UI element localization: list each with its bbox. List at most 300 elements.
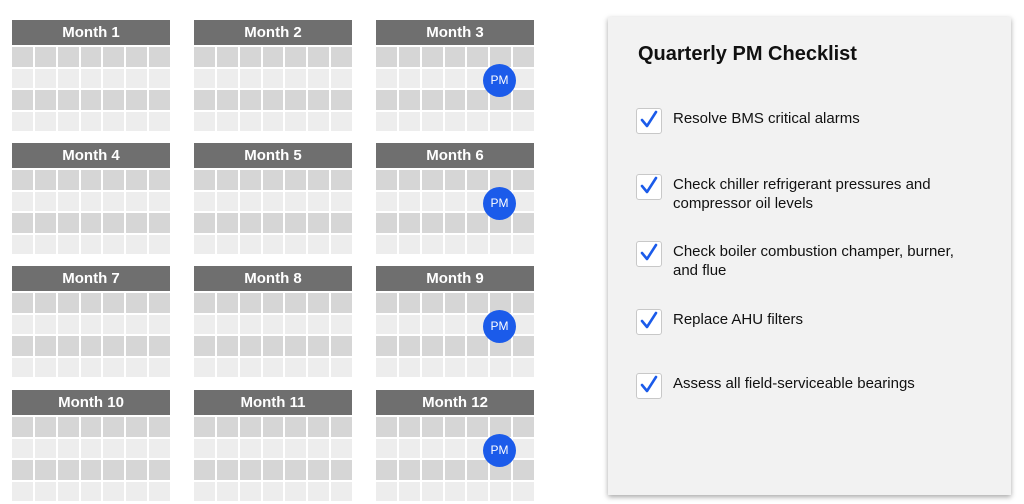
day-cell <box>422 417 443 437</box>
day-cell <box>308 460 329 480</box>
day-cell <box>513 170 534 190</box>
month-9 <box>376 266 534 377</box>
day-cell <box>308 482 329 502</box>
day-cell <box>194 235 215 255</box>
day-cell <box>194 358 215 378</box>
day-cell <box>126 69 147 89</box>
day-cell <box>81 235 102 255</box>
day-cell <box>58 213 79 233</box>
checkbox[interactable] <box>636 241 662 267</box>
day-cell <box>445 69 466 89</box>
pm-badge: PM <box>483 187 516 220</box>
day-cell <box>376 213 397 233</box>
day-cell <box>308 293 329 313</box>
day-cell <box>149 213 170 233</box>
day-cell <box>399 47 420 67</box>
day-cell <box>285 192 306 212</box>
day-cell <box>331 358 352 378</box>
checkbox[interactable] <box>636 108 662 134</box>
day-cell <box>490 358 511 378</box>
day-cell <box>422 315 443 335</box>
day-cell <box>467 417 488 437</box>
day-cell <box>263 213 284 233</box>
day-cell <box>308 69 329 89</box>
day-cell <box>194 336 215 356</box>
day-cell <box>194 315 215 335</box>
day-cell <box>217 170 238 190</box>
day-cell <box>308 439 329 459</box>
day-cell <box>126 439 147 459</box>
day-cell <box>263 112 284 132</box>
day-cell <box>285 213 306 233</box>
day-cell <box>513 460 534 480</box>
day-cell <box>35 69 56 89</box>
day-cell <box>35 417 56 437</box>
pm-badge: PM <box>483 310 516 343</box>
day-cell <box>308 90 329 110</box>
day-cell <box>422 47 443 67</box>
day-cell <box>285 417 306 437</box>
day-cell <box>126 47 147 67</box>
day-cell <box>263 69 284 89</box>
day-cell <box>422 439 443 459</box>
day-cell <box>58 112 79 132</box>
day-cell <box>308 336 329 356</box>
day-cell <box>467 213 488 233</box>
day-cell <box>58 460 79 480</box>
day-cell <box>35 293 56 313</box>
checkbox[interactable] <box>636 373 662 399</box>
day-cell <box>103 90 124 110</box>
day-cell <box>513 235 534 255</box>
day-cell <box>58 336 79 356</box>
day-cell <box>194 69 215 89</box>
day-cell <box>126 235 147 255</box>
day-cell <box>513 213 534 233</box>
day-cell <box>126 90 147 110</box>
day-cell <box>149 417 170 437</box>
day-cell <box>331 460 352 480</box>
day-cell <box>81 170 102 190</box>
day-cell <box>240 315 261 335</box>
day-cell <box>376 112 397 132</box>
day-cell <box>149 336 170 356</box>
day-cell <box>445 315 466 335</box>
day-cell <box>445 358 466 378</box>
day-cell <box>194 192 215 212</box>
day-cell <box>149 170 170 190</box>
day-cell <box>308 358 329 378</box>
day-cell <box>513 417 534 437</box>
month-10 <box>12 390 170 501</box>
day-cell <box>263 336 284 356</box>
day-cell <box>467 170 488 190</box>
day-cell <box>399 315 420 335</box>
day-cell <box>12 90 33 110</box>
day-cell <box>399 417 420 437</box>
day-cell <box>263 170 284 190</box>
day-cell <box>35 213 56 233</box>
day-cell <box>35 170 56 190</box>
day-cell <box>285 315 306 335</box>
month-header: Month 12 <box>376 390 534 415</box>
day-cell <box>81 47 102 67</box>
day-cell <box>194 482 215 502</box>
day-cell <box>12 192 33 212</box>
day-cell <box>445 336 466 356</box>
checklist-item-label: Check chiller refrigerant pressures and compressor oil levels <box>673 176 931 212</box>
day-cell <box>331 213 352 233</box>
day-cell <box>308 213 329 233</box>
day-cell <box>194 112 215 132</box>
month-header: Month 6 <box>376 143 534 168</box>
day-cell <box>81 192 102 212</box>
day-cell <box>217 293 238 313</box>
pm-badge: PM <box>483 434 516 467</box>
day-cell <box>422 90 443 110</box>
checklist-item-label: Resolve BMS critical alarms <box>673 110 860 127</box>
day-cell <box>126 336 147 356</box>
day-cell <box>513 112 534 132</box>
day-cell <box>12 417 33 437</box>
day-cell <box>81 417 102 437</box>
day-cell <box>490 235 511 255</box>
day-cell <box>126 315 147 335</box>
day-cell <box>285 90 306 110</box>
day-cell <box>35 235 56 255</box>
day-cell <box>217 358 238 378</box>
day-cell <box>149 293 170 313</box>
day-cell <box>35 90 56 110</box>
day-cell <box>308 235 329 255</box>
day-cell <box>490 482 511 502</box>
day-cell <box>149 90 170 110</box>
day-cell <box>376 90 397 110</box>
day-cell <box>58 69 79 89</box>
day-cell <box>467 336 488 356</box>
day-cell <box>103 112 124 132</box>
day-cell <box>12 460 33 480</box>
day-cell <box>422 170 443 190</box>
day-cell <box>445 235 466 255</box>
day-cell <box>467 482 488 502</box>
day-cell <box>445 192 466 212</box>
day-cell <box>58 482 79 502</box>
day-cell <box>399 235 420 255</box>
day-cell <box>422 112 443 132</box>
day-cell <box>240 482 261 502</box>
checkmark-icon <box>639 176 659 196</box>
day-cell <box>331 170 352 190</box>
day-cell <box>149 482 170 502</box>
day-cell <box>422 336 443 356</box>
day-cell <box>490 112 511 132</box>
checklist-title: Quarterly PM Checklist <box>638 43 857 65</box>
day-cell <box>58 170 79 190</box>
day-cell <box>331 47 352 67</box>
day-cell <box>445 213 466 233</box>
month-header: Month 1 <box>12 20 170 45</box>
day-cell <box>217 460 238 480</box>
month-header: Month 5 <box>194 143 352 168</box>
day-cell <box>513 192 534 212</box>
day-cell <box>308 47 329 67</box>
day-cell <box>81 69 102 89</box>
day-cell <box>217 417 238 437</box>
day-cell <box>58 235 79 255</box>
day-cell <box>217 90 238 110</box>
day-cell <box>399 69 420 89</box>
day-cell <box>263 417 284 437</box>
day-cell <box>263 439 284 459</box>
day-cell <box>240 293 261 313</box>
day-cell <box>194 439 215 459</box>
checkbox[interactable] <box>636 174 662 200</box>
day-cell <box>103 192 124 212</box>
checkmark-icon <box>639 375 659 395</box>
day-cell <box>399 358 420 378</box>
day-cell <box>285 358 306 378</box>
checklist-panel <box>608 17 1011 495</box>
day-cell <box>331 112 352 132</box>
day-cell <box>263 293 284 313</box>
checkbox[interactable] <box>636 309 662 335</box>
day-cell <box>35 336 56 356</box>
day-cell <box>285 439 306 459</box>
day-cell <box>376 439 397 459</box>
day-cell <box>467 90 488 110</box>
day-cell <box>263 90 284 110</box>
day-cell <box>422 235 443 255</box>
day-cell <box>399 460 420 480</box>
day-cell <box>81 112 102 132</box>
month-day-grid <box>12 417 170 501</box>
day-cell <box>399 170 420 190</box>
checkmark-icon <box>639 110 659 130</box>
day-cell <box>467 235 488 255</box>
day-cell <box>12 213 33 233</box>
day-cell <box>285 235 306 255</box>
day-cell <box>12 336 33 356</box>
day-cell <box>217 336 238 356</box>
day-cell <box>263 460 284 480</box>
day-cell <box>126 482 147 502</box>
day-cell <box>126 460 147 480</box>
day-cell <box>81 336 102 356</box>
day-cell <box>126 112 147 132</box>
day-cell <box>217 69 238 89</box>
checklist-item-label: Assess all field-serviceable bearings <box>673 375 915 392</box>
day-cell <box>217 213 238 233</box>
day-cell <box>58 293 79 313</box>
day-cell <box>103 170 124 190</box>
day-cell <box>445 112 466 132</box>
day-cell <box>422 293 443 313</box>
day-cell <box>103 358 124 378</box>
day-cell <box>194 417 215 437</box>
day-cell <box>263 192 284 212</box>
day-cell <box>445 417 466 437</box>
day-cell <box>376 293 397 313</box>
day-cell <box>103 293 124 313</box>
day-cell <box>513 439 534 459</box>
day-cell <box>81 460 102 480</box>
day-cell <box>240 336 261 356</box>
day-cell <box>285 170 306 190</box>
day-cell <box>194 170 215 190</box>
day-cell <box>12 439 33 459</box>
day-cell <box>331 417 352 437</box>
day-cell <box>513 293 534 313</box>
day-cell <box>240 235 261 255</box>
day-cell <box>149 235 170 255</box>
month-header: Month 2 <box>194 20 352 45</box>
day-cell <box>376 460 397 480</box>
day-cell <box>399 293 420 313</box>
month-7 <box>12 266 170 377</box>
checkmark-icon <box>639 311 659 331</box>
day-cell <box>308 315 329 335</box>
checklist-item-label: Replace AHU filters <box>673 311 804 328</box>
day-cell <box>263 235 284 255</box>
day-cell <box>263 315 284 335</box>
day-cell <box>81 482 102 502</box>
month-header: Month 11 <box>194 390 352 415</box>
day-cell <box>126 213 147 233</box>
day-cell <box>445 460 466 480</box>
day-cell <box>240 417 261 437</box>
day-cell <box>422 460 443 480</box>
day-cell <box>103 235 124 255</box>
day-cell <box>12 170 33 190</box>
day-cell <box>467 112 488 132</box>
day-cell <box>12 482 33 502</box>
day-cell <box>35 358 56 378</box>
day-cell <box>445 293 466 313</box>
day-cell <box>422 213 443 233</box>
day-cell <box>376 336 397 356</box>
day-cell <box>103 213 124 233</box>
day-cell <box>12 69 33 89</box>
day-cell <box>399 112 420 132</box>
day-cell <box>445 90 466 110</box>
month-6 <box>376 143 534 254</box>
day-cell <box>240 170 261 190</box>
month-3 <box>376 20 534 131</box>
day-cell <box>126 358 147 378</box>
month-header: Month 7 <box>12 266 170 291</box>
day-cell <box>149 315 170 335</box>
day-cell <box>81 358 102 378</box>
day-cell <box>217 439 238 459</box>
day-cell <box>194 460 215 480</box>
month-header: Month 10 <box>12 390 170 415</box>
day-cell <box>240 460 261 480</box>
day-cell <box>285 112 306 132</box>
day-cell <box>240 90 261 110</box>
day-cell <box>513 482 534 502</box>
month-2 <box>194 20 352 131</box>
day-cell <box>331 69 352 89</box>
day-cell <box>35 460 56 480</box>
month-11 <box>194 390 352 501</box>
day-cell <box>376 315 397 335</box>
day-cell <box>81 439 102 459</box>
day-cell <box>240 69 261 89</box>
day-cell <box>285 482 306 502</box>
day-cell <box>149 439 170 459</box>
day-cell <box>217 192 238 212</box>
day-cell <box>308 170 329 190</box>
day-cell <box>331 336 352 356</box>
day-cell <box>103 439 124 459</box>
day-cell <box>12 358 33 378</box>
day-cell <box>149 69 170 89</box>
month-header: Month 4 <box>12 143 170 168</box>
day-cell <box>81 315 102 335</box>
day-cell <box>12 235 33 255</box>
day-cell <box>422 358 443 378</box>
day-cell <box>81 293 102 313</box>
day-cell <box>399 90 420 110</box>
day-cell <box>240 112 261 132</box>
day-cell <box>331 439 352 459</box>
day-cell <box>399 213 420 233</box>
day-cell <box>467 293 488 313</box>
day-cell <box>35 47 56 67</box>
day-cell <box>422 192 443 212</box>
day-cell <box>399 192 420 212</box>
day-cell <box>376 482 397 502</box>
month-day-grid <box>194 170 352 254</box>
month-8 <box>194 266 352 377</box>
day-cell <box>331 192 352 212</box>
day-cell <box>331 235 352 255</box>
day-cell <box>217 482 238 502</box>
day-cell <box>58 417 79 437</box>
day-cell <box>285 293 306 313</box>
day-cell <box>149 460 170 480</box>
day-cell <box>58 90 79 110</box>
day-cell <box>126 417 147 437</box>
day-cell <box>103 315 124 335</box>
day-cell <box>217 315 238 335</box>
day-cell <box>513 47 534 67</box>
month-header: Month 9 <box>376 266 534 291</box>
day-cell <box>308 112 329 132</box>
day-cell <box>58 358 79 378</box>
day-cell <box>376 69 397 89</box>
day-cell <box>240 358 261 378</box>
day-cell <box>513 69 534 89</box>
day-cell <box>376 358 397 378</box>
day-cell <box>331 482 352 502</box>
day-cell <box>240 213 261 233</box>
day-cell <box>445 439 466 459</box>
day-cell <box>445 482 466 502</box>
day-cell <box>513 90 534 110</box>
day-cell <box>126 192 147 212</box>
day-cell <box>445 170 466 190</box>
day-cell <box>194 90 215 110</box>
day-cell <box>285 336 306 356</box>
day-cell <box>331 315 352 335</box>
day-cell <box>399 336 420 356</box>
day-cell <box>467 358 488 378</box>
month-header: Month 8 <box>194 266 352 291</box>
day-cell <box>126 293 147 313</box>
day-cell <box>240 439 261 459</box>
